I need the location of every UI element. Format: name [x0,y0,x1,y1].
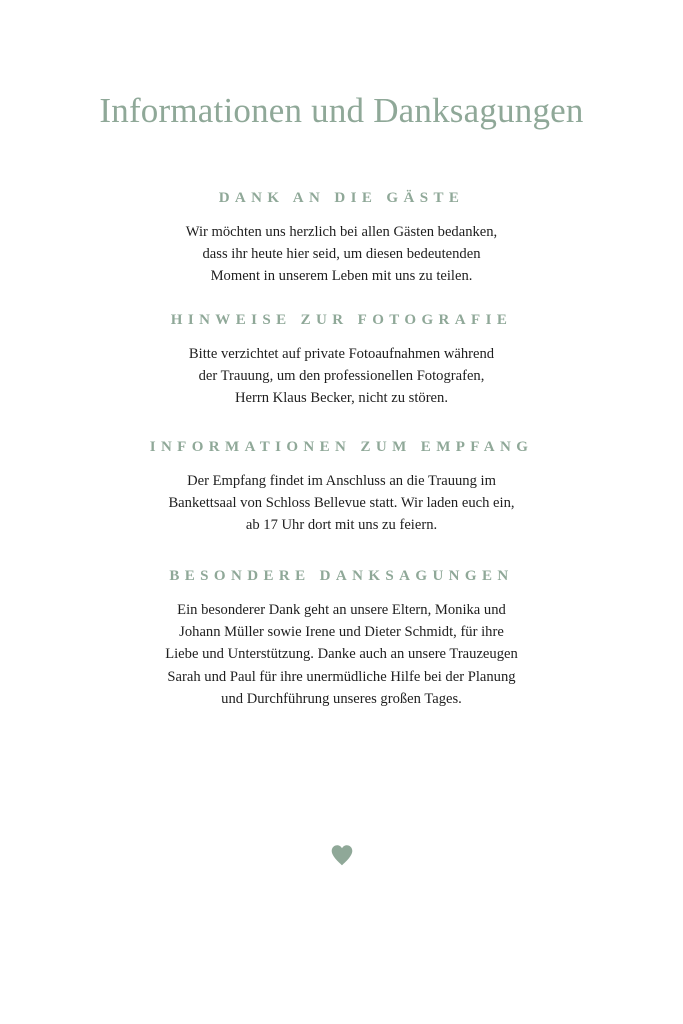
section-body [0,470,683,537]
section-heading: INFORMATIONEN ZUM EMPFANG [149,439,534,455]
body-line: und Durchführung unseres großen Tages. [221,690,462,707]
body-line: Wir möchten uns herzlich bei allen Gästen bedanken, [185,224,498,240]
section-special-thanks [0,566,683,710]
body-line: Ein besonderer Dank geht an unsere Eltern, Monika und [177,602,506,618]
section-reception-info [0,437,683,537]
section-thanks-guests [0,188,683,288]
section-body [0,599,683,710]
body-line: Moment in unserem Leben mit uns zu teilen. [210,268,473,285]
body-line: der Trauung, um den professionellen Fotografen, [198,368,485,385]
body-line: Bankettsaal von Schloss Bellevue statt. Wir laden euch ein, [168,495,515,512]
section-body [0,343,683,410]
page-title: Informationen und Danksagungen [99,91,584,130]
section-body [0,221,683,288]
section-photography-notes [0,310,683,410]
body-line: Herrn Klaus Becker, nicht zu stören. [235,390,448,407]
body-line: Johann Müller sowie Irene und Dieter Schmidt, für ihre [179,624,504,641]
body-line: Liebe und Unterstützung. Danke auch an unsere Trauzeugen [165,646,518,663]
body-line: Sarah und Paul für ihre unermüdliche Hilfe bei der Planung [167,668,516,685]
body-line: Bitte verzichtet auf private Fotoaufnahmen während [188,346,495,362]
section-heading: DANK AN DIE GÄSTE [218,190,465,206]
body-line: ab 17 Uhr dort mit uns zu feiern. [245,517,438,534]
section-heading: BESONDERE DANKSAGUNGEN [169,568,514,584]
body-line: dass ihr heute hier seid, um diesen bedeutenden [202,246,481,263]
heart-icon [329,842,355,868]
body-line: Der Empfang findet im Anschluss an die Trauung im [187,473,496,489]
section-heading: HINWEISE ZUR FOTOGRAFIE [170,312,513,328]
